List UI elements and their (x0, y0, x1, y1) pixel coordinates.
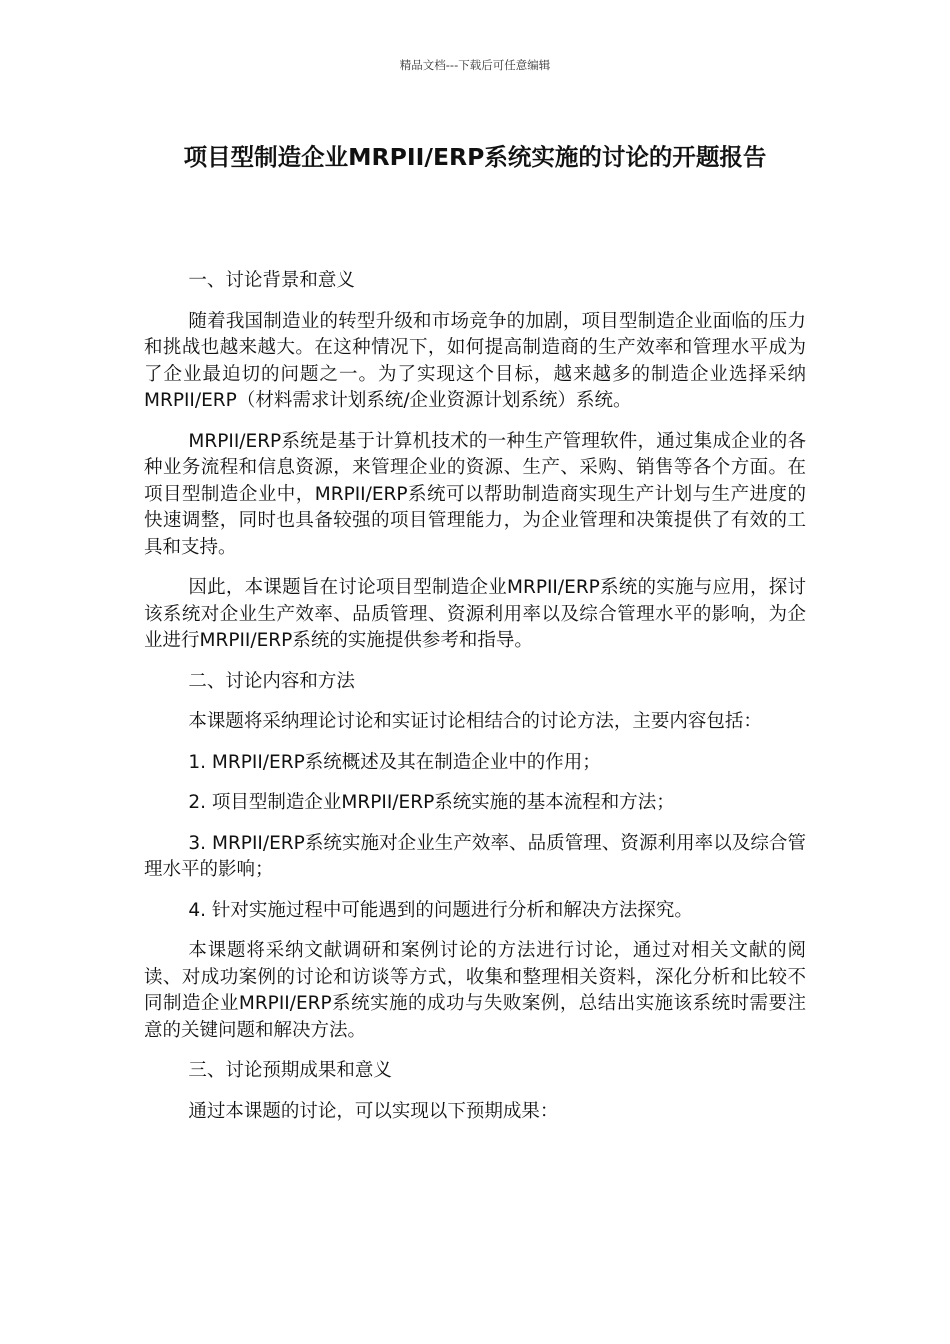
section-heading-expected-results: 三、讨论预期成果和意义 (188, 1060, 392, 1081)
list-item: 1. MRPII/ERP系统概述及其在制造企业中的作用； (188, 751, 601, 773)
section-heading-background: 一、讨论背景和意义 (188, 270, 355, 291)
header-note: 精品文档---下载后可任意编辑 (399, 58, 551, 72)
section-heading-content-method: 二、讨论内容和方法 (188, 670, 355, 692)
paragraph: MRPII/ERP系统是基于计算机技术的一种生产管理软件，通过集成企业的各种业务流程和信息资源，来管理企业的资源、生产、采购、销售等各个方面。在项目型制造企业中，MRPII/ERP系统可以帮助制造商实现生产计划与生产进度的快速调整，同时也具备较强的项目管理能力，为企业管理和决策提供了有效的工具和支持。 (144, 430, 806, 558)
list-item: 4. 针对实施过程中可能遇到的问题进行分析和解决方法探究。 (188, 899, 693, 921)
paragraph: 通过本课题的讨论，可以实现以下预期成果： (188, 1100, 559, 1122)
paragraph: 因此，本课题旨在讨论项目型制造企业MRPII/ERP系统的实施与应用，探讨该系统对企业生产效率、品质管理、资源利用率以及综合管理水平的影响，为企业进行MRPII/ERP系统的实施提供参考和指导。 (144, 577, 806, 651)
list-item: 3. MRPII/ERP系统实施对企业生产效率、品质管理、资源利用率以及综合管理水平的影响； (144, 832, 806, 880)
document-body (144, 268, 806, 1139)
document-title: 项目型制造企业MRPII/ERP系统实施的讨论的开题报告 (183, 143, 767, 171)
list-item: 2. 项目型制造企业MRPII/ERP系统实施的基本流程和方法； (188, 792, 675, 813)
paragraph: 本课题将采纳理论讨论和实证讨论相结合的讨论方法，主要内容包括： (188, 711, 762, 732)
paragraph: 本课题将采纳文献调研和案例讨论的方法进行讨论，通过对相关文献的阅读、对成功案例的讨论和访谈等方式，收集和整理相关资料，深化分析和比较不同制造企业MRPII/ERP系统实施的成功与失败案例，总结出实施该系统时需要注意的关键问题和解决方法。 (144, 940, 806, 1041)
paragraph: 随着我国制造业的转型升级和市场竞争的加剧，项目型制造企业面临的压力和挑战也越来越大。在这种情况下，如何提高制造商的生产效率和管理水平成为了企业最迫切的问题之一。为了实现这个目标，越来越多的制造企业选择采纳MRPII/ERP（材料需求计划系统/企业资源计划系统）系统。 (144, 310, 806, 411)
